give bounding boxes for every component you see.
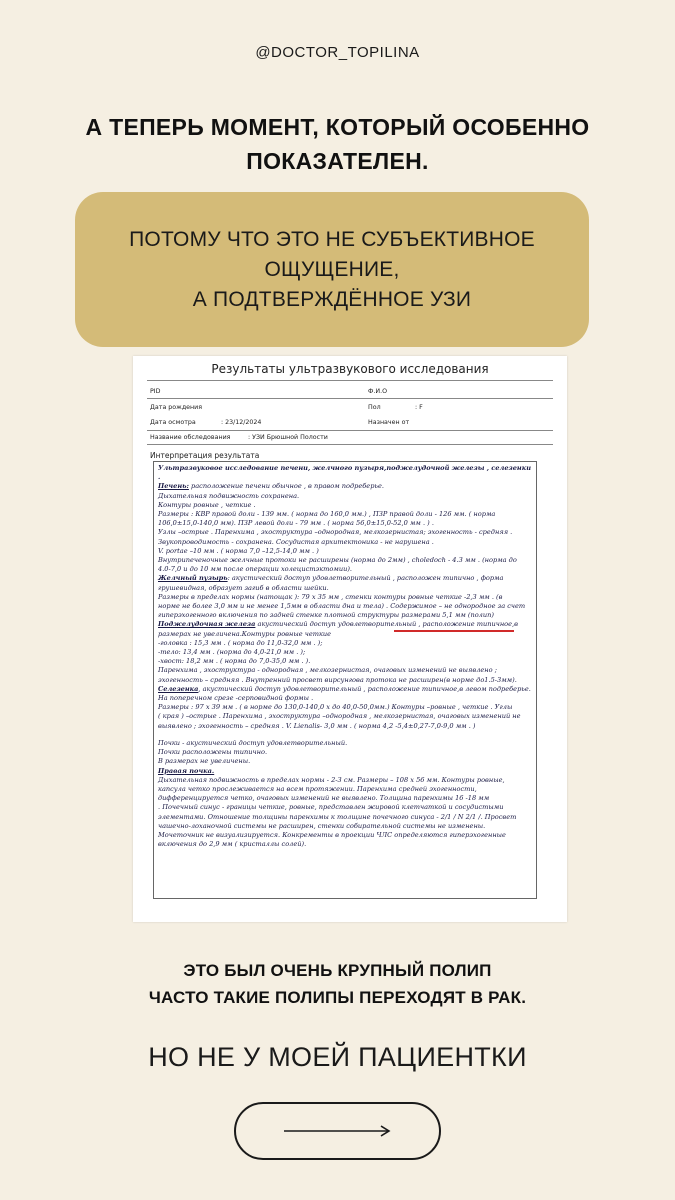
report-line: Размеры в пределах нормы (натощак ): 79 х 35 мм , стенки контуры ровные четкие -2,3 мм . (в bbox=[158, 592, 503, 601]
sex-value: : F bbox=[415, 404, 423, 411]
divider bbox=[147, 430, 553, 431]
report-text: , акустический доступ удовлетворительный , расположение типичное,в левом подреберье. bbox=[198, 684, 531, 693]
report-text: расположение печени обычное , в правом подреберье. bbox=[188, 482, 385, 491]
polyp-underline bbox=[394, 630, 514, 632]
report-line: Размеры : 97 х 39 мм . ( в норме до 130,0-140,0 х до 40,0-50,0мм.) Контуры –ровные , четкие . Углы bbox=[158, 703, 513, 712]
report-line bbox=[158, 482, 532, 491]
report-line: Контуры ровные , четкие . bbox=[158, 500, 256, 509]
pid-label: PID bbox=[150, 388, 161, 395]
headline bbox=[40, 110, 635, 178]
polyp-finding-line: гиперэхогенного включения по задней стенке плотной структуры размерами 5,1 мм (полип) bbox=[158, 611, 494, 620]
report-line: 106,0±15,0-140,0 мм). ПЗР левой доли - 79 мм . ( норма 56,0±15,0-52,0 мм . ) . bbox=[158, 519, 434, 528]
report-line: -тело: 13,4 мм . (норма до 4,0-21,0 мм . ); bbox=[158, 648, 306, 657]
report-line: капсула четко прослеживается на всем протяжении. Паренхима средней эхогенности, bbox=[158, 784, 477, 793]
report-text: : акустический доступ удовлетворительный , расположен типично , форма bbox=[227, 574, 504, 583]
report-line: В размерах не увеличены. bbox=[158, 757, 251, 766]
report-line: Ультразвуковое исследование печени, желчного пузыря,поджелудочной железы , селезенки . bbox=[158, 464, 531, 482]
exam-name-label: Название обследования bbox=[150, 434, 231, 441]
report-title: Результаты ультразвукового исследования bbox=[211, 362, 489, 376]
conclusion-line-1: ЭТО БЫЛ ОЧЕНЬ КРУПНЫЙ ПОЛИП bbox=[183, 961, 492, 980]
headline-line-1: А ТЕПЕРЬ МОМЕНТ, КОТОРЫЙ ОСОБЕННО bbox=[85, 114, 590, 140]
section-right-kidney: Правая почка. bbox=[158, 766, 215, 775]
report-line: Дыхательная подвижность в пределах нормы - 2-3 см. Размеры – 108 х 56 мм. Контуры ровные, bbox=[158, 775, 505, 784]
report-line: эхогенность – средняя . Внутренний просвет вирсунгова протока не расширен(в норме до1.5-3мм). bbox=[158, 675, 517, 684]
report-line bbox=[158, 574, 532, 583]
interpretation-label: Интерпретация результата bbox=[150, 451, 260, 460]
report-line: ( края ) –острые . Паренхима , эхоструктура –однородная , мелкозернистая, очаговых изменений не bbox=[158, 712, 521, 721]
report-line: V. portae –10 мм . ( норма 7,0 –12,5-14,0 мм . ) bbox=[158, 546, 319, 555]
report-body bbox=[153, 461, 537, 899]
section-liver: Печень: bbox=[158, 482, 189, 491]
report-line: Звукопроводимость - сохранена. Сосудистая архитектоника - не нарушена . bbox=[158, 537, 434, 546]
callout-line-2: ОЩУЩЕНИЕ, bbox=[264, 257, 400, 281]
report-line: норме не более 3,0 мм и не менее 1,5мм в области дна и тела) . Содержимое – не однородное за счет bbox=[158, 602, 526, 611]
account-handle: @DOCTOR_TOPILINA bbox=[255, 44, 420, 61]
exam-date-value: : 23/12/2024 bbox=[221, 419, 262, 426]
conclusion-line-2: ЧАСТО ТАКИЕ ПОЛИПЫ ПЕРЕХОДЯТ В РАК. bbox=[148, 988, 527, 1007]
exam-name-value: : УЗИ Брюшной Полости bbox=[248, 434, 328, 441]
section-pancreas: Поджелудочная железа bbox=[158, 620, 256, 629]
next-button[interactable] bbox=[234, 1102, 441, 1160]
report-line: Почки - акустический доступ удовлетворительный. bbox=[158, 738, 348, 747]
report-line: элементами. Отношение толщины паренхимы к толщине почечного синуса - 2/1 / N 2/1 /. Просвет bbox=[158, 812, 517, 821]
report-line: Узлы –острые . Паренхима , эхоструктура –однородная, мелкозернистая; эхогенность - средняя . bbox=[158, 528, 513, 537]
report-line: включения до 2,9 мм ( кристаллы солей). bbox=[158, 840, 307, 849]
divider bbox=[147, 444, 553, 445]
report-text: акустический доступ удовлетворительный , расположение типичное,в bbox=[255, 620, 518, 629]
callout-line-1: ПОТОМУ ЧТО ЭТО НЕ СУБЪЕКТИВНОЕ bbox=[129, 227, 535, 251]
report-line: Размеры : КВР правой доли - 139 мм. ( норма до 160,0 мм.) , ПЗР правой доли - 126 мм. ( норма bbox=[158, 510, 496, 519]
referred-label: Назначен от bbox=[368, 419, 410, 426]
report-line: Паренхима , эхоструктура - однородная , мелкозернистая, очаговых изменений не выявлено ; bbox=[158, 666, 497, 675]
arrow-right-icon bbox=[282, 1124, 394, 1138]
exam-date-label: Дата осмотра bbox=[150, 419, 196, 426]
highlight-callout bbox=[75, 192, 589, 347]
report-line bbox=[158, 620, 532, 629]
divider bbox=[147, 380, 553, 381]
sex-label: Пол bbox=[368, 404, 381, 411]
report-line: выявлено ; эхогенность – средняя . V. Lienalis- 3,0 мм . ( норма 4,2 -5,4±0,27-7,0-9,0 мм . ) bbox=[158, 721, 476, 730]
report-line: 4.0-7,0 и до 10 мм после операции холецистэктомии). bbox=[158, 565, 353, 574]
spacer bbox=[158, 731, 532, 739]
section-gallbladder: Желчный пузырь bbox=[158, 574, 228, 583]
report-line bbox=[158, 685, 532, 694]
report-line: На поперечном срезе -серповидной формы . bbox=[158, 694, 314, 703]
report-line: Внутрипеченочные желчные протоки не расширены (норма до 2мм) , choledoch - 4.3 мм . (норма до bbox=[158, 556, 517, 565]
closing-statement: НО НЕ У МОЕЙ ПАЦИЕНТКИ bbox=[148, 1042, 527, 1072]
report-line: дифференцируется четко, очаговых изменений не выявлено. Толщина паренхимы 16 -18 мм bbox=[158, 794, 490, 803]
report-line: . Почечный синус - границы четкие, ровные, представлен жировой клетчаткой и сосудистыми bbox=[158, 803, 504, 812]
callout-line-3: А ПОДТВЕРЖДЁННОЕ УЗИ bbox=[192, 287, 472, 311]
report-line: чашечно-лоханочной системы не расширен, стенки собирательной системы не изменены. bbox=[158, 821, 486, 830]
section-spleen: Селезенка bbox=[158, 684, 199, 693]
report-line: Дыхательная подвижность сохранена. bbox=[158, 491, 300, 500]
report-line: размерах не увеличена.Контуры ровные четкие bbox=[158, 629, 332, 638]
report-line: -головка : 15,3 мм . ( норма до 11,0-32,0 мм . ); bbox=[158, 638, 323, 647]
report-line: Мочеточник не визуализируется. Конкременты в проекции ЧЛС определяются гиперэхогенные bbox=[158, 830, 506, 839]
birth-date-label: Дата рождения bbox=[150, 404, 203, 411]
report-line: грушевидная, образует загиб в области шейки. bbox=[158, 583, 329, 592]
divider bbox=[147, 398, 553, 399]
headline-line-2: ПОКАЗАТЕЛЕН. bbox=[246, 148, 429, 174]
fio-label: Ф.И.О bbox=[368, 388, 388, 395]
report-line: Почки расположены типично. bbox=[158, 748, 268, 757]
report-line: -хвост: 18,2 мм . ( норма до 7,0-35,0 мм . ). bbox=[158, 657, 311, 666]
conclusion-text bbox=[0, 957, 675, 1011]
